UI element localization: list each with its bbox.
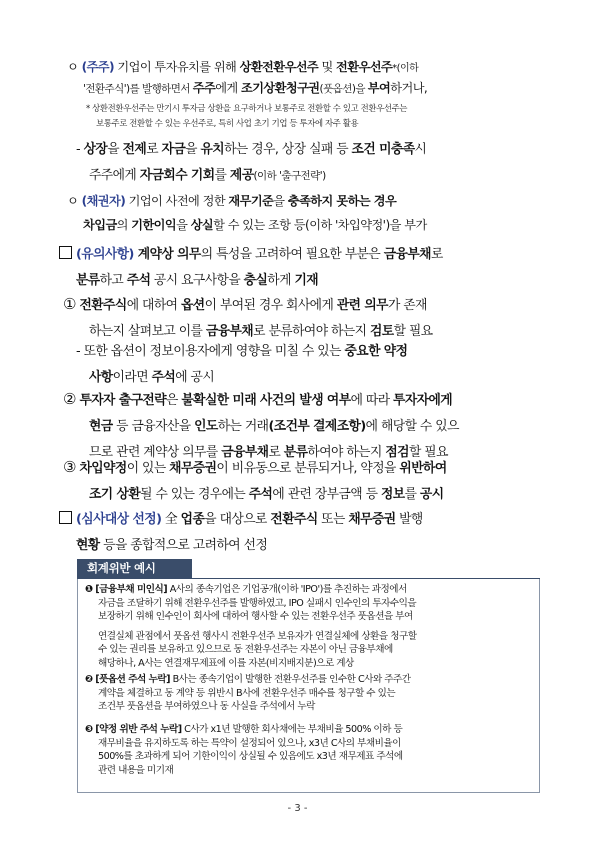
example-3: ❸ [약정 위반 주석 누락] C사가 x1년 발행한 회사채에는 부채비율 500% 이하 등 재무비율을 유지하도록 하는 특약이 설정되어 있으나, x3년 C사의 부채비율이 500%를 초과하게 되어 기한이익이 상실될 수 있음에도 x3년 재무제표 주석에 관련 내용을 미기재 — [85, 724, 403, 776]
item-2: ② 투자자 출구전략은 불확실한 미래 사건의 발생 여부에 따라 투자자에게 현금 등 금융자산을 인도하는 거래(조건부 결제조항)에 해당할 수 있으 므로 관련 계약상 의무를 금융부채로 분류하여야 하는지 점검할 필요 — [63, 390, 459, 460]
section-review-target: (심사대상 선정) 全 업종을 대상으로 전환주식 또는 채무증권 발행 현황 등을 종합적으로 고려하여 선정 — [59, 508, 423, 553]
footnote: * 상환전환우선주는 만기시 투자금 상환을 요구하거나 보통주로 전환할 수 있고 전환우선주는 보통주로 전환할 수 있는 우선주로, 특히 사업 초기 기업 등 투자에 자주 활용 — [86, 103, 408, 128]
paragraph-creditor: ㅇ (채권자) 기업이 사전에 정한 재무기준을 충족하지 못하는 경우 차입금의 기한이익을 상실할 수 있는 조항 등(이하 '차입약정')을 부가 — [67, 194, 427, 232]
page-number: - 3 - — [287, 803, 308, 814]
checkbox-square-icon — [59, 511, 72, 524]
example-box-top-rule — [77, 578, 540, 579]
item-3: ③ 차입약정이 있는 채무증권이 비유동으로 분류되거나, 약정을 위반하여 조기 상환될 수 있는 경우에는 주석에 관련 장부금액 등 정보를 공시 — [63, 458, 447, 502]
checkbox-square-icon — [59, 246, 72, 259]
paragraph-shareholder: ㅇ (주주) 기업이 투자유치를 위해 상환전환우선주 및 전환우선주*(이하 '전환주식')를 발행하면서 주주에게 조기상환청구권(풋옵션)을 부여하거나, — [67, 60, 428, 95]
example-tag: 회계위반 예시 — [77, 559, 192, 578]
item-1-sub: - 또한 옵션이 정보이용자에게 영향을 미칠 수 있는 중요한 약정 사항이라면 주석에 공시 — [76, 344, 408, 385]
section-caution: (유의사항) 계약상 의무의 특성을 고려하여 필요한 부분은 금융부채로 분류하고 주석 공시 요구사항을 충실하게 기재 — [59, 243, 443, 288]
example-1: ❶ [금융부채 미인식] A사의 종속기업은 기업공개(이하 'IPO')를 추진하는 과정에서 자금을 조달하기 위해 전환우선주를 발행하였고, IPO 실패시 인수인의 투자수익을 보장하기 위해 인수인이 회사에 대하여 행사할 수 있는 전환우선주 풋옵션을 부여 연결실체 관점에서 풋옵션 행사시 전환우선주 보유자가 연결실체에 상환을 청구할 수 있는 권리를 보유하고 있으므로 동 전환우선주는 자본이 아닌 금융부채에 해당하나, A사는 연결재무제표에 이를 자본(비지배지분)으로 계상 — [85, 584, 417, 669]
item-1: ① 전환주식에 대하여 옵션이 부여된 경우 회사에게 관련 의무가 존재 하는지 살펴보고 이를 금융부채로 분류하여야 하는지 검토할 필요 — [63, 295, 433, 339]
paragraph-exit-strategy: - 상장을 전제로 자금을 유치하는 경우, 상장 실패 등 조건 미충족시 주주에게 자금회수 기회를 제공(이하 '출구전략') — [76, 142, 427, 183]
example-2: ❷ [풋옵션 주석 누락] B사는 종속기업이 발행한 전환우선주를 인수한 C사와 주주간 계약을 체결하고 동 계약 등 위반시 B사에 전환우선주 매수를 청구할 수 있는 조건부 풋옵션을 부여하였으나 동 사실을 주석에서 누락 — [85, 674, 411, 712]
